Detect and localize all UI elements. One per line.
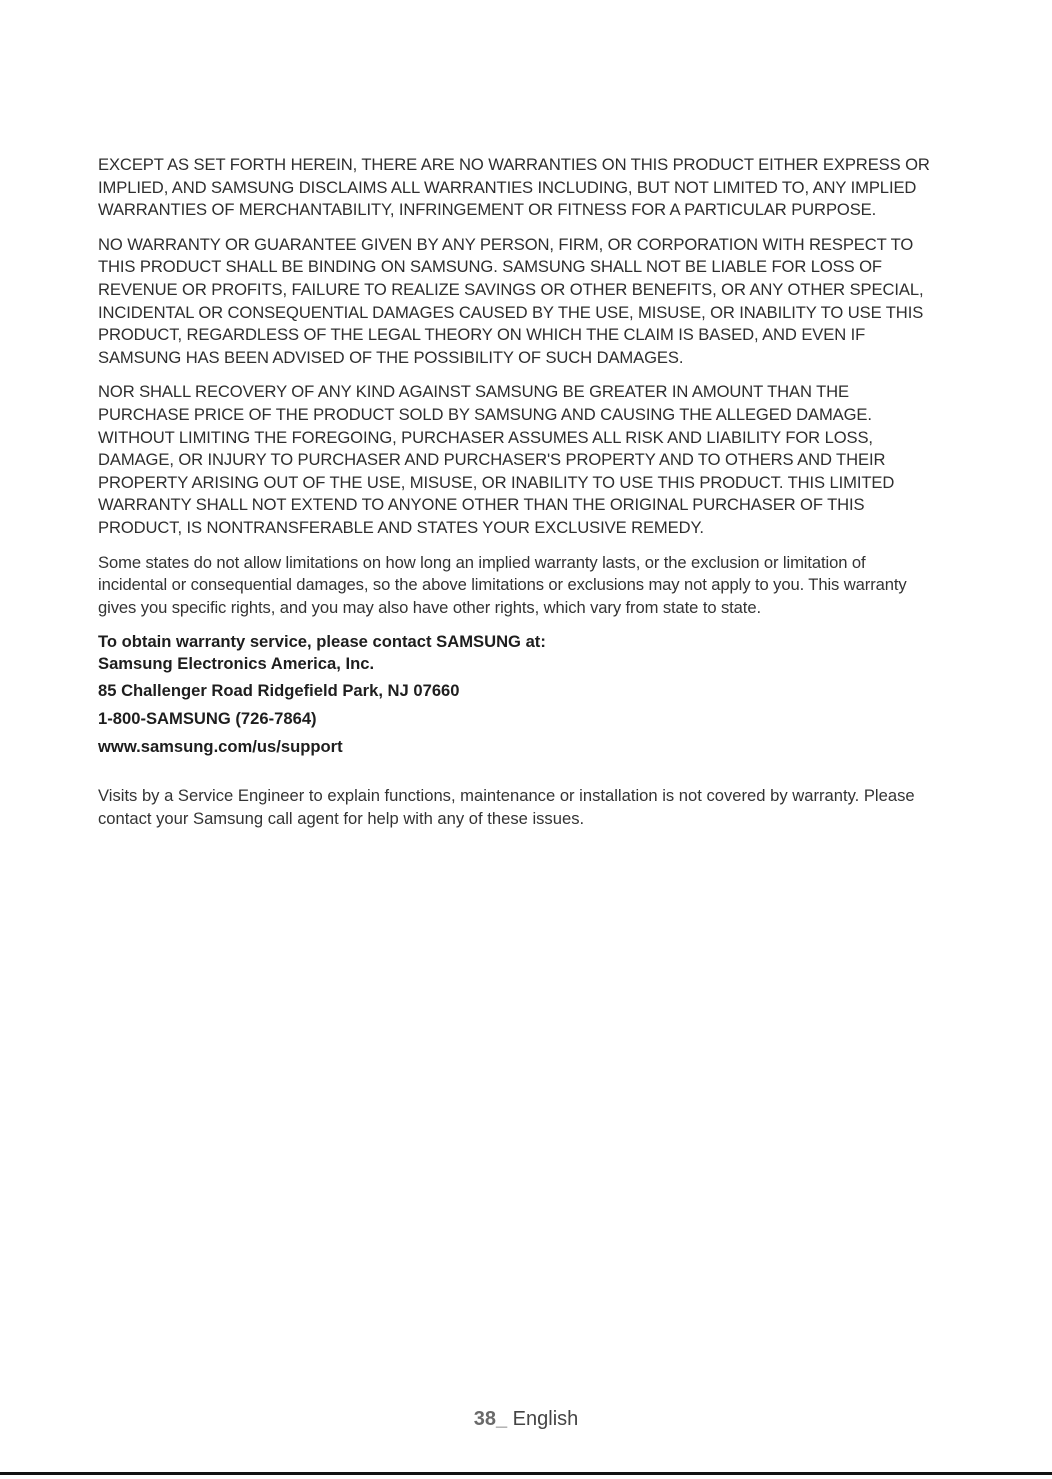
warranty-disclaimer-paragraph: EXCEPT AS SET FORTH HEREIN, THERE ARE NO WARRANTIES ON THIS PRODUCT EITHER EXPRESS OR IMPLIED, AND SAMSUNG DISCLAIMS ALL WARRANTIES INCLUDING, BUT NOT LIMITED TO, ANY IMPLIED WARRANTIES OF MERCHANTABILITY, INFRINGEMENT OR FITNESS FOR A PARTICULAR PURPOSE. bbox=[98, 155, 930, 220]
contact-website-link[interactable]: www.samsung.com/us/support bbox=[98, 737, 343, 757]
service-visit-note: Visits by a Service Engineer to explain functions, maintenance or installation is not covered by warranty. Please contact your Samsung call agent for help with any of these issues. bbox=[98, 786, 915, 828]
footer-language: English bbox=[507, 1408, 579, 1430]
state-rights-paragraph: Some states do not allow limitations on how long an implied warranty lasts, or the exclusion or limitation of incidental or consequential damages, so the above limitations or exclusions may not apply to you. This warranty gives you specific rights, and you may also have other rights, which vary from state to state. bbox=[98, 552, 907, 617]
contact-block bbox=[98, 631, 938, 758]
recovery-limit-paragraph: NOR SHALL RECOVERY OF ANY KIND AGAINST SAMSUNG BE GREATER IN AMOUNT THAN THE PURCHASE PRICE OF THE PRODUCT SOLD BY SAMSUNG AND CAUSING THE ALLEGED DAMAGE. WITHOUT LIMITING THE FOREGOING, PURCHASER ASSUMES ALL RISK AND LIABILITY FOR LOSS, DAMAGE, OR INJURY TO PURCHASER AND PURCHASER'S PROPERTY AND TO OTHERS AND THEIR PROPERTY ARISING OUT OF THE USE, MISUSE, OR INABILITY TO USE THIS PRODUCT. THIS LIMITED WARRANTY SHALL NOT EXTEND TO ANYONE OTHER THAN THE ORIGINAL PURCHASER OF THIS PRODUCT, IS NONTRANSFERABLE AND STATES YOUR EXCLUSIVE REMEDY. bbox=[98, 382, 895, 537]
page-footer bbox=[0, 1408, 1052, 1431]
page-number-separator: _ bbox=[495, 1408, 508, 1430]
contact-address: 85 Challenger Road Ridgefield Park, NJ 07660 bbox=[98, 681, 460, 701]
bottom-rule bbox=[0, 1472, 1052, 1475]
contact-phone: 1-800-SAMSUNG (726-7864) bbox=[98, 709, 317, 729]
page-number: 38 bbox=[473, 1408, 496, 1430]
no-other-warranty-paragraph: NO WARRANTY OR GUARANTEE GIVEN BY ANY PERSON, FIRM, OR CORPORATION WITH RESPECT TO THIS PRODUCT SHALL BE BINDING ON SAMSUNG. SAMSUNG SHALL NOT BE LIABLE FOR LOSS OF REVENUE OR PROFITS, FAILURE TO REALIZE SAVINGS OR OTHER BENEFITS, OR ANY OTHER SPECIAL, INCIDENTAL OR CONSEQUENTIAL DAMAGES CAUSED BY THE USE, MISUSE, OR INABILITY TO USE THIS PRODUCT, REGARDLESS OF THE LEGAL THEORY ON WHICH THE CLAIM IS BASED, AND EVEN IF SAMSUNG HAS BEEN ADVISED OF THE POSSIBILITY OF SUCH DAMAGES. bbox=[98, 234, 924, 367]
contact-company: Samsung Electronics America, Inc. bbox=[98, 654, 375, 674]
contact-heading: To obtain warranty service, please contact SAMSUNG at: bbox=[98, 632, 546, 652]
warranty-body bbox=[98, 154, 938, 830]
